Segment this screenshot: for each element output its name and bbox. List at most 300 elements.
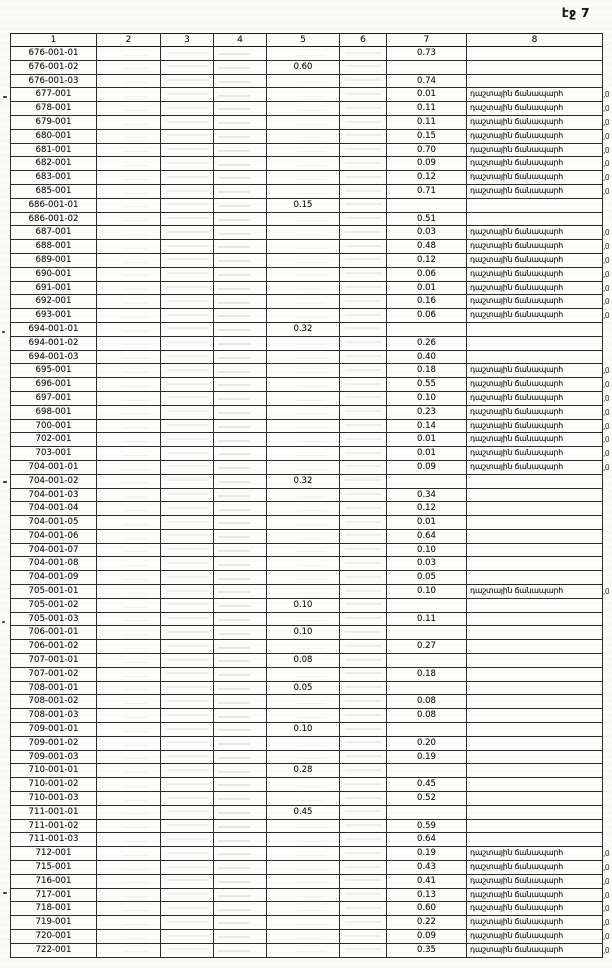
- col-3: [161, 322, 214, 336]
- margin-mark: ,0: [603, 449, 610, 458]
- col-7-value: 0.52: [387, 792, 467, 806]
- col-4: [214, 764, 267, 778]
- col-5-value: [267, 295, 340, 309]
- col-5-value: [267, 447, 340, 461]
- col-7-value: [387, 626, 467, 640]
- land-type-note: դաշտային ճանապարհ: [467, 309, 603, 323]
- table-row: [11, 943, 603, 957]
- col-2: [97, 212, 161, 226]
- col-3: [161, 212, 214, 226]
- col-4: [214, 667, 267, 681]
- col-3: [161, 585, 214, 599]
- col-2: [97, 309, 161, 323]
- margin-mark: ,0: [603, 408, 610, 417]
- parcel-id: 709-001-01: [11, 723, 97, 737]
- land-type-note: դաշտային ճանապարհ: [467, 405, 603, 419]
- column-header-6: 6: [340, 34, 387, 47]
- parcel-id: 704-001-08: [11, 557, 97, 571]
- margin-mark: ,0: [603, 173, 610, 182]
- land-type-note: [467, 792, 603, 806]
- land-type-note: [467, 736, 603, 750]
- col-7-value: 0.10: [387, 391, 467, 405]
- col-3: [161, 447, 214, 461]
- margin-mark: ,0: [603, 435, 610, 444]
- col-7-value: [387, 198, 467, 212]
- col-2: [97, 833, 161, 847]
- col-4: [214, 529, 267, 543]
- margin-mark: ,0: [603, 132, 610, 141]
- land-type-note: դաշտային ճանապարհ: [467, 943, 603, 957]
- land-type-note: [467, 502, 603, 516]
- land-type-note: [467, 474, 603, 488]
- col-6: [340, 60, 387, 74]
- col-4: [214, 157, 267, 171]
- col-7-value: 0.51: [387, 212, 467, 226]
- col-2: [97, 488, 161, 502]
- col-2: [97, 640, 161, 654]
- col-7-value: 0.71: [387, 184, 467, 198]
- col-7-value: 0.06: [387, 267, 467, 281]
- parcel-id: 705-001-02: [11, 598, 97, 612]
- col-3: [161, 695, 214, 709]
- col-7-value: 0.22: [387, 916, 467, 930]
- parcel-id: 709-001-03: [11, 750, 97, 764]
- table-row: [11, 543, 603, 557]
- col-4: [214, 805, 267, 819]
- table-row: [11, 723, 603, 737]
- col-6: [340, 240, 387, 254]
- parcel-id: 709-001-02: [11, 736, 97, 750]
- col-4: [214, 571, 267, 585]
- parcel-id: 718-001: [11, 902, 97, 916]
- land-type-note: [467, 598, 603, 612]
- col-5-value: [267, 943, 340, 957]
- land-type-note: դաշտային ճանապարհ: [467, 916, 603, 930]
- margin-mark: ,0: [603, 891, 610, 900]
- col-2: [97, 47, 161, 61]
- col-6: [340, 764, 387, 778]
- col-7-value: 0.45: [387, 778, 467, 792]
- col-3: [161, 667, 214, 681]
- parcel-id: 697-001: [11, 391, 97, 405]
- land-type-note: դաշտային ճանապարհ: [467, 460, 603, 474]
- col-7-value: 0.03: [387, 226, 467, 240]
- col-4: [214, 723, 267, 737]
- col-6: [340, 654, 387, 668]
- land-type-note: դաշտային ճանապարհ: [467, 184, 603, 198]
- land-type-note: դաշտային ճանապարհ: [467, 433, 603, 447]
- col-4: [214, 640, 267, 654]
- col-5-value: [267, 309, 340, 323]
- table-row: [11, 930, 603, 944]
- parcel-id: 700-001: [11, 419, 97, 433]
- table-row: [11, 847, 603, 861]
- scanned-table-container: [10, 33, 602, 958]
- parcel-id: 686-001-02: [11, 212, 97, 226]
- parcel-id: 702-001: [11, 433, 97, 447]
- col-6: [340, 681, 387, 695]
- col-7-value: 0.27: [387, 640, 467, 654]
- col-7-value: 0.12: [387, 253, 467, 267]
- col-2: [97, 502, 161, 516]
- table-row: [11, 474, 603, 488]
- col-7-value: 0.48: [387, 240, 467, 254]
- col-7-value: 0.60: [387, 902, 467, 916]
- col-6: [340, 405, 387, 419]
- col-6: [340, 792, 387, 806]
- parcel-id: 686-001-01: [11, 198, 97, 212]
- margin-mark: ,0: [603, 863, 610, 872]
- margin-mark: ,0: [603, 946, 610, 955]
- col-5-value: [267, 585, 340, 599]
- table-row: [11, 129, 603, 143]
- col-5-value: [267, 253, 340, 267]
- land-type-note: դաշտային ճանապարհ: [467, 253, 603, 267]
- col-5-value: [267, 74, 340, 88]
- table-row: [11, 585, 603, 599]
- col-7-value: 0.14: [387, 419, 467, 433]
- margin-mark: ,0: [603, 932, 610, 941]
- col-2: [97, 447, 161, 461]
- col-7-value: [387, 598, 467, 612]
- col-2: [97, 792, 161, 806]
- col-2: [97, 557, 161, 571]
- col-7-value: 0.59: [387, 819, 467, 833]
- land-type-note: դաշտային ճանապարհ: [467, 88, 603, 102]
- col-3: [161, 764, 214, 778]
- col-5-value: [267, 364, 340, 378]
- col-3: [161, 157, 214, 171]
- col-7-value: 0.05: [387, 571, 467, 585]
- col-3: [161, 833, 214, 847]
- col-2: [97, 695, 161, 709]
- margin-mark: ,0: [603, 228, 610, 237]
- col-5-value: [267, 460, 340, 474]
- col-6: [340, 736, 387, 750]
- col-3: [161, 943, 214, 957]
- col-3: [161, 253, 214, 267]
- col-3: [161, 654, 214, 668]
- col-3: [161, 874, 214, 888]
- margin-mark: ,0: [603, 877, 610, 886]
- col-3: [161, 516, 214, 530]
- margin-mark: ,0: [603, 187, 610, 196]
- col-5-value: [267, 171, 340, 185]
- col-4: [214, 88, 267, 102]
- col-5-value: [267, 184, 340, 198]
- col-3: [161, 792, 214, 806]
- col-4: [214, 819, 267, 833]
- col-6: [340, 640, 387, 654]
- col-7-value: 0.01: [387, 281, 467, 295]
- col-7-value: 0.43: [387, 861, 467, 875]
- land-type-note: [467, 529, 603, 543]
- table-row: [11, 861, 603, 875]
- col-6: [340, 916, 387, 930]
- col-2: [97, 888, 161, 902]
- col-4: [214, 516, 267, 530]
- col-6: [340, 433, 387, 447]
- table-row: [11, 612, 603, 626]
- parcel-id: 703-001: [11, 447, 97, 461]
- land-type-note: դաշտային ճանապարհ: [467, 157, 603, 171]
- col-6: [340, 516, 387, 530]
- col-4: [214, 585, 267, 599]
- land-type-note: [467, 350, 603, 364]
- table-row: [11, 529, 603, 543]
- col-7-value: 0.64: [387, 833, 467, 847]
- col-5-value: [267, 529, 340, 543]
- col-7-value: [387, 723, 467, 737]
- land-type-note: դաշտային ճանապարհ: [467, 267, 603, 281]
- col-5-value: [267, 267, 340, 281]
- parcel-id: 704-001-05: [11, 516, 97, 530]
- col-6: [340, 902, 387, 916]
- col-5-value: [267, 281, 340, 295]
- col-6: [340, 460, 387, 474]
- land-type-note: [467, 60, 603, 74]
- parcel-id: 710-001-03: [11, 792, 97, 806]
- col-7-value: 0.01: [387, 433, 467, 447]
- land-type-note: [467, 833, 603, 847]
- column-header-5: 5: [267, 34, 340, 47]
- col-5-value: [267, 861, 340, 875]
- col-6: [340, 930, 387, 944]
- col-5-value: [267, 571, 340, 585]
- col-2: [97, 598, 161, 612]
- col-6: [340, 447, 387, 461]
- col-7-value: 0.09: [387, 157, 467, 171]
- table-row: [11, 819, 603, 833]
- parcel-id: 704-001-07: [11, 543, 97, 557]
- col-3: [161, 502, 214, 516]
- table-row: [11, 778, 603, 792]
- parcel-id: 710-001-02: [11, 778, 97, 792]
- land-type-note: դաշտային ճանապարհ: [467, 143, 603, 157]
- land-type-note: [467, 723, 603, 737]
- col-5-value: [267, 433, 340, 447]
- col-7-value: 0.73: [387, 47, 467, 61]
- land-type-note: դաշտային ճանապարհ: [467, 295, 603, 309]
- col-6: [340, 391, 387, 405]
- col-3: [161, 930, 214, 944]
- parcel-id: 719-001: [11, 916, 97, 930]
- col-7-value: 0.70: [387, 143, 467, 157]
- col-5-value: [267, 240, 340, 254]
- col-4: [214, 253, 267, 267]
- col-4: [214, 350, 267, 364]
- col-2: [97, 736, 161, 750]
- col-2: [97, 88, 161, 102]
- land-type-note: դաշտային ճանապարհ: [467, 391, 603, 405]
- col-3: [161, 723, 214, 737]
- scan-artifact: [3, 892, 7, 894]
- col-2: [97, 516, 161, 530]
- col-5-value: 0.10: [267, 598, 340, 612]
- col-7-value: 0.01: [387, 516, 467, 530]
- parcel-id: 694-001-03: [11, 350, 97, 364]
- col-2: [97, 433, 161, 447]
- column-header-8: 8: [467, 34, 603, 47]
- table-row: [11, 709, 603, 723]
- col-2: [97, 336, 161, 350]
- col-4: [214, 419, 267, 433]
- land-type-note: դաշտային ճանապարհ: [467, 171, 603, 185]
- col-2: [97, 902, 161, 916]
- col-3: [161, 60, 214, 74]
- parcel-id: 704-001-03: [11, 488, 97, 502]
- col-5-value: [267, 502, 340, 516]
- col-6: [340, 474, 387, 488]
- table-row: [11, 902, 603, 916]
- col-3: [161, 571, 214, 585]
- col-6: [340, 819, 387, 833]
- col-6: [340, 129, 387, 143]
- col-4: [214, 502, 267, 516]
- col-7-value: 0.11: [387, 115, 467, 129]
- land-type-note: [467, 557, 603, 571]
- margin-mark: ,0: [603, 242, 610, 251]
- table-row: [11, 309, 603, 323]
- col-3: [161, 378, 214, 392]
- col-4: [214, 681, 267, 695]
- col-5-value: [267, 336, 340, 350]
- margin-mark: ,0: [603, 270, 610, 279]
- col-4: [214, 322, 267, 336]
- col-6: [340, 543, 387, 557]
- land-type-note: դաշտային ճանապարհ: [467, 861, 603, 875]
- col-4: [214, 309, 267, 323]
- col-5-value: 0.28: [267, 764, 340, 778]
- col-6: [340, 364, 387, 378]
- table-row: [11, 198, 603, 212]
- col-6: [340, 212, 387, 226]
- col-4: [214, 902, 267, 916]
- col-3: [161, 364, 214, 378]
- col-4: [214, 916, 267, 930]
- parcel-id: 708-001-03: [11, 709, 97, 723]
- col-4: [214, 447, 267, 461]
- land-type-note: [467, 667, 603, 681]
- parcel-id: 694-001-01: [11, 322, 97, 336]
- col-2: [97, 626, 161, 640]
- col-4: [214, 474, 267, 488]
- margin-mark: ,0: [603, 366, 610, 375]
- parcel-id: 708-001-02: [11, 695, 97, 709]
- land-type-note: դաշտային ճանապարհ: [467, 447, 603, 461]
- col-2: [97, 184, 161, 198]
- col-3: [161, 819, 214, 833]
- col-6: [340, 198, 387, 212]
- land-type-note: դաշտային ճանապարհ: [467, 378, 603, 392]
- col-6: [340, 350, 387, 364]
- col-5-value: [267, 350, 340, 364]
- col-3: [161, 626, 214, 640]
- col-4: [214, 433, 267, 447]
- col-6: [340, 585, 387, 599]
- col-7-value: 0.12: [387, 502, 467, 516]
- land-type-note: [467, 654, 603, 668]
- parcel-id: 711-001-01: [11, 805, 97, 819]
- col-3: [161, 171, 214, 185]
- col-7-value: 0.08: [387, 709, 467, 723]
- col-6: [340, 267, 387, 281]
- col-7-value: 0.18: [387, 667, 467, 681]
- col-5-value: [267, 516, 340, 530]
- col-4: [214, 792, 267, 806]
- margin-mark: ,0: [603, 297, 610, 306]
- column-header-3: 3: [161, 34, 214, 47]
- col-5-value: [267, 115, 340, 129]
- col-3: [161, 543, 214, 557]
- col-5-value: [267, 750, 340, 764]
- column-header-1: 1: [11, 34, 97, 47]
- land-type-note: դաշտային ճանապարհ: [467, 240, 603, 254]
- col-4: [214, 198, 267, 212]
- scan-artifact: [2, 621, 5, 623]
- land-type-note: [467, 695, 603, 709]
- col-4: [214, 295, 267, 309]
- col-4: [214, 336, 267, 350]
- table-row: [11, 60, 603, 74]
- land-type-note: [467, 640, 603, 654]
- table-row: [11, 598, 603, 612]
- margin-mark: ,0: [603, 311, 610, 320]
- col-4: [214, 391, 267, 405]
- column-header-4: 4: [214, 34, 267, 47]
- col-4: [214, 833, 267, 847]
- col-2: [97, 543, 161, 557]
- land-type-note: դաշտային ճանապարհ: [467, 847, 603, 861]
- land-type-note: [467, 764, 603, 778]
- col-7-value: [387, 654, 467, 668]
- col-2: [97, 571, 161, 585]
- col-3: [161, 115, 214, 129]
- parcel-id: 705-001-01: [11, 585, 97, 599]
- parcel-id: 683-001: [11, 171, 97, 185]
- col-7-value: 0.03: [387, 557, 467, 571]
- col-5-value: [267, 709, 340, 723]
- parcel-id: 676-001-03: [11, 74, 97, 88]
- col-2: [97, 654, 161, 668]
- col-3: [161, 143, 214, 157]
- col-2: [97, 874, 161, 888]
- land-type-note: [467, 626, 603, 640]
- col-5-value: [267, 157, 340, 171]
- col-2: [97, 681, 161, 695]
- parcel-id: 685-001: [11, 184, 97, 198]
- land-type-note: [467, 198, 603, 212]
- col-2: [97, 322, 161, 336]
- col-6: [340, 47, 387, 61]
- col-3: [161, 419, 214, 433]
- col-4: [214, 115, 267, 129]
- col-3: [161, 350, 214, 364]
- table-row: [11, 350, 603, 364]
- col-2: [97, 267, 161, 281]
- col-2: [97, 943, 161, 957]
- parcel-id: 705-001-03: [11, 612, 97, 626]
- col-5-value: [267, 930, 340, 944]
- col-6: [340, 861, 387, 875]
- table-row: [11, 281, 603, 295]
- table-row: [11, 171, 603, 185]
- col-4: [214, 654, 267, 668]
- parcel-id: 682-001: [11, 157, 97, 171]
- col-7-value: [387, 764, 467, 778]
- col-5-value: [267, 212, 340, 226]
- table-row: [11, 378, 603, 392]
